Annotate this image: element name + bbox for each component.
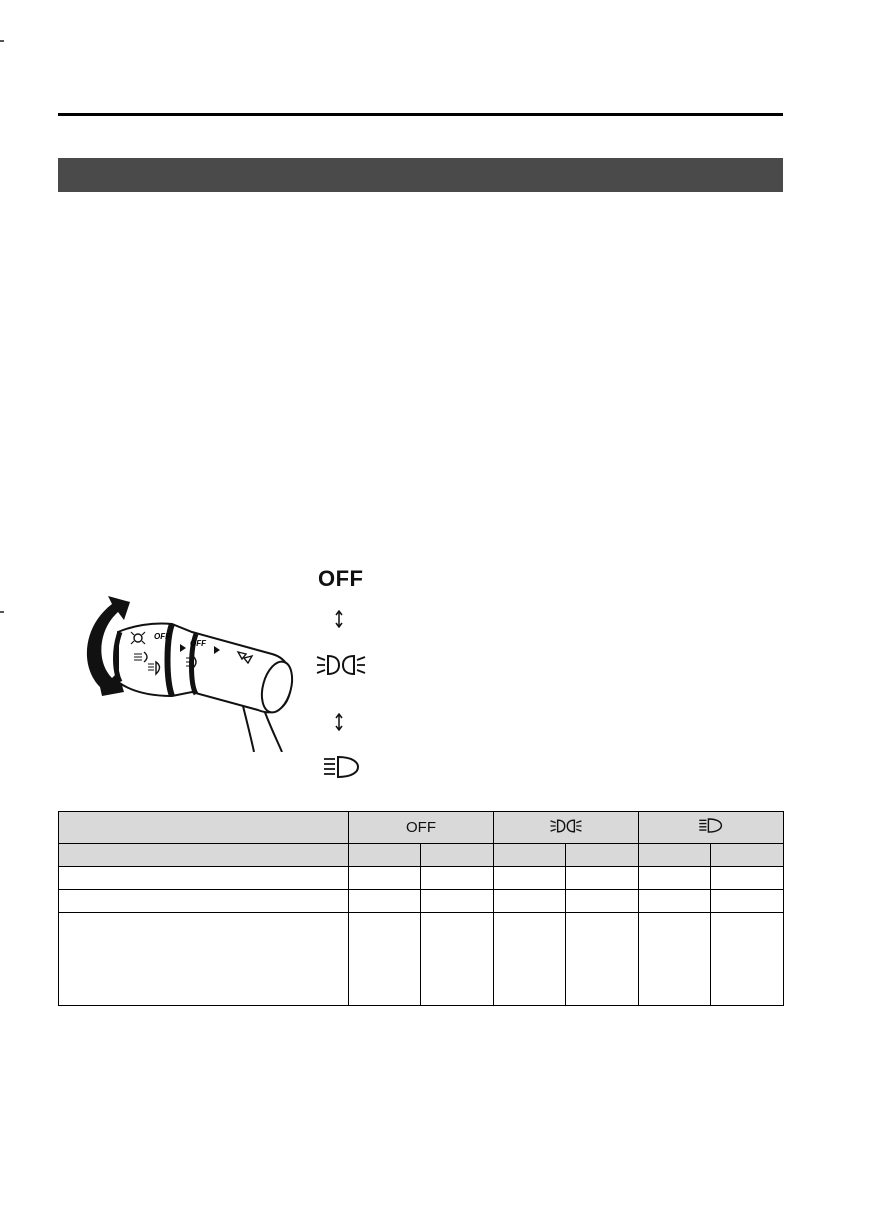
table-cell: [59, 844, 349, 867]
lights-table: [58, 811, 784, 1006]
table-cell: [494, 890, 566, 913]
table-cell: [349, 913, 421, 1006]
up-down-arrow-icon: [333, 713, 345, 731]
table-cell: [639, 844, 711, 867]
table-cell: [349, 844, 421, 867]
table-cell: [421, 913, 494, 1006]
table-cell: [639, 867, 711, 890]
parking-lamp-icon: [315, 651, 367, 679]
table-header-cell: [59, 812, 349, 844]
table-cell: [711, 844, 784, 867]
crop-mark: [0, 611, 4, 613]
parking-lamp-icon: [546, 817, 586, 835]
up-down-arrow-icon: [333, 610, 345, 628]
table-cell: [639, 913, 711, 1006]
svg-text:OFF: OFF: [190, 639, 206, 648]
table-row: [59, 844, 784, 867]
table-cell: [59, 867, 349, 890]
table-cell: [349, 890, 421, 913]
header-rule: [58, 113, 783, 116]
table-cell: [711, 890, 784, 913]
table-cell: [59, 913, 349, 1006]
headlight-low-beam-icon: [322, 754, 362, 780]
table-cell: [59, 890, 349, 913]
headlight-switch-lever-illustration: [72, 592, 312, 752]
table-header-headlight: [639, 812, 784, 844]
table-cell: [494, 867, 566, 890]
table-cell: [566, 913, 639, 1006]
table-cell: [639, 890, 711, 913]
svg-text:OFF: OFF: [154, 632, 170, 641]
table-cell: [421, 844, 494, 867]
table-cell: [494, 844, 566, 867]
table-cell: [421, 890, 494, 913]
table-row: [59, 913, 784, 1006]
table-cell: [349, 867, 421, 890]
table-cell: [566, 890, 639, 913]
table-header-off: OFF: [349, 812, 494, 844]
table-cell: [566, 867, 639, 890]
table-cell: [421, 867, 494, 890]
table-header-parking: [494, 812, 639, 844]
table-header-row: [59, 812, 784, 844]
section-header-bar: [58, 158, 783, 192]
crop-mark: [0, 40, 4, 42]
table-cell: [566, 844, 639, 867]
table-row: [59, 890, 784, 913]
table-row: [59, 867, 784, 890]
table-cell: [494, 913, 566, 1006]
table-cell: [711, 867, 784, 890]
table-cell: [711, 913, 784, 1006]
headlight-icon: [698, 817, 724, 834]
position-off-label: OFF: [318, 566, 364, 591]
